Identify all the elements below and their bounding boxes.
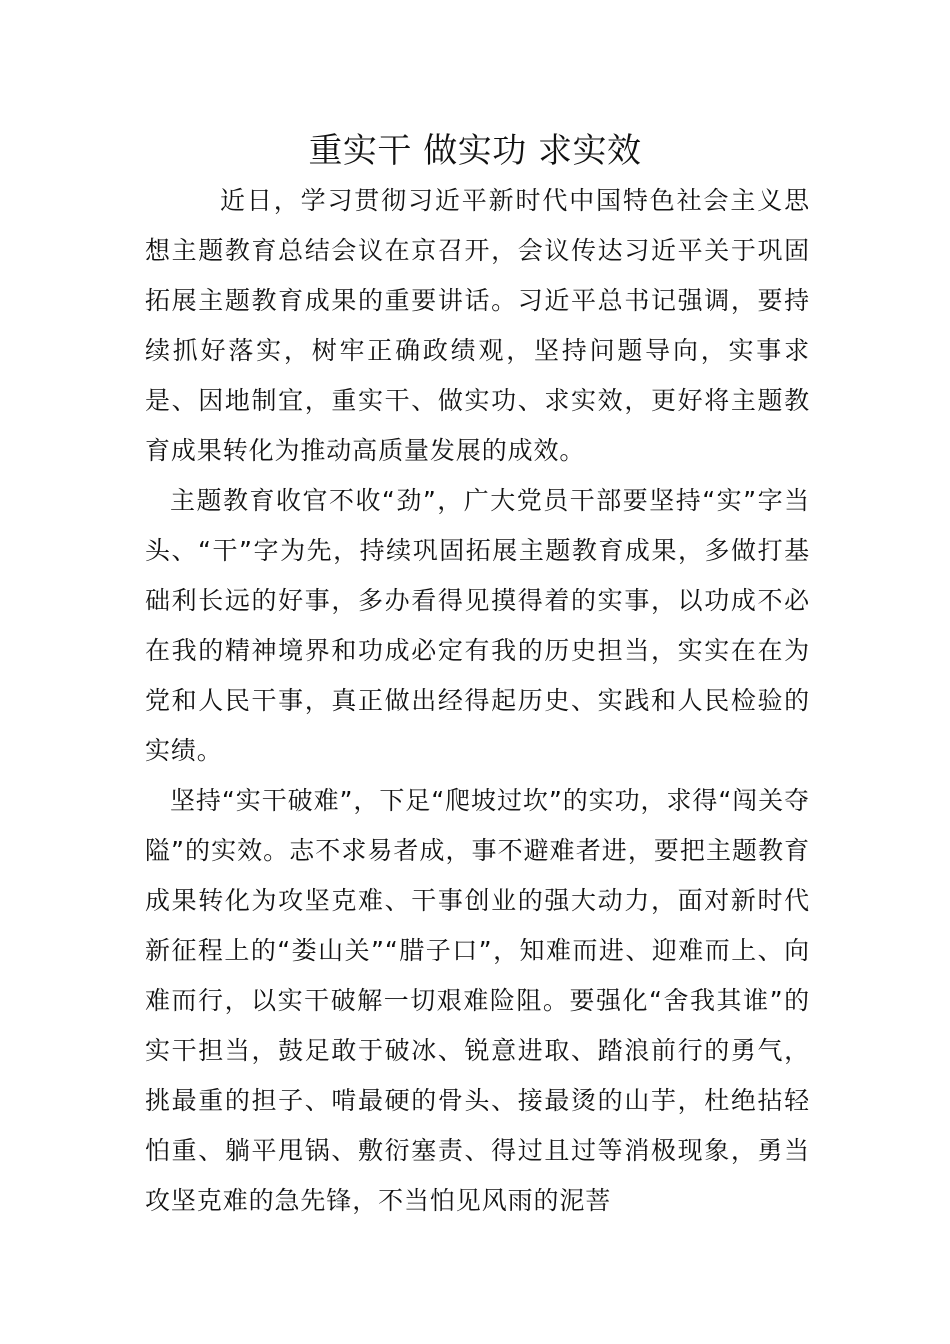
document-title: 重实干 做实功 求实效 — [308, 131, 642, 171]
paragraph-2: 主题教育收官不收“劲”，广大党员干部要坚持“实”字当头、“干”字为先，持续巩固拓展主题教育成果，多做打基础利长远的好事，多办看得见摸得着的实事，以功成不必在我的精神境界和功成必定有我的历史担当，实实在在为党和人民干事，真正做出经得起历史、实践和人民检验的实绩。 — [145, 486, 810, 765]
paragraph-3: 坚持“实干破难”，下足“爬坡过坎”的实功，求得“闯关夺隘”的实效。志不求易者成，事不避难者进，要把主题教育成果转化为攻坚克难、干事创业的强大动力，面对新时代新征程上的“娄山关”“腊子口”，知难而进、迎难而上、向难而行，以实干破解一切艰难险阻。要强化“舍我其谁”的实干担当，鼓足敢于破冰、锐意进取、踏浪前行的勇气，挑最重的担子、啃最硬的骨头、接最烫的山芋，杜绝拈轻怕重、躺平甩锅、敷衍塞责、得过且过等消极现象，勇当攻坚克难的急先锋，不当怕见风雨的泥菩 — [145, 786, 810, 1215]
paragraph-1: 近日，学习贯彻习近平新时代中国特色社会主义思想主题教育总结会议在京召开，会议传达习近平关于巩固拓展主题教育成果的重要讲话。习近平总书记强调，要持续抓好落实，树牢正确政绩观，坚持问题导向，实事求是、因地制宜，重实干、做实功、求实效，更好将主题教育成果转化为推动高质量发展的成效。 — [145, 186, 810, 465]
document-body — [145, 176, 810, 1226]
